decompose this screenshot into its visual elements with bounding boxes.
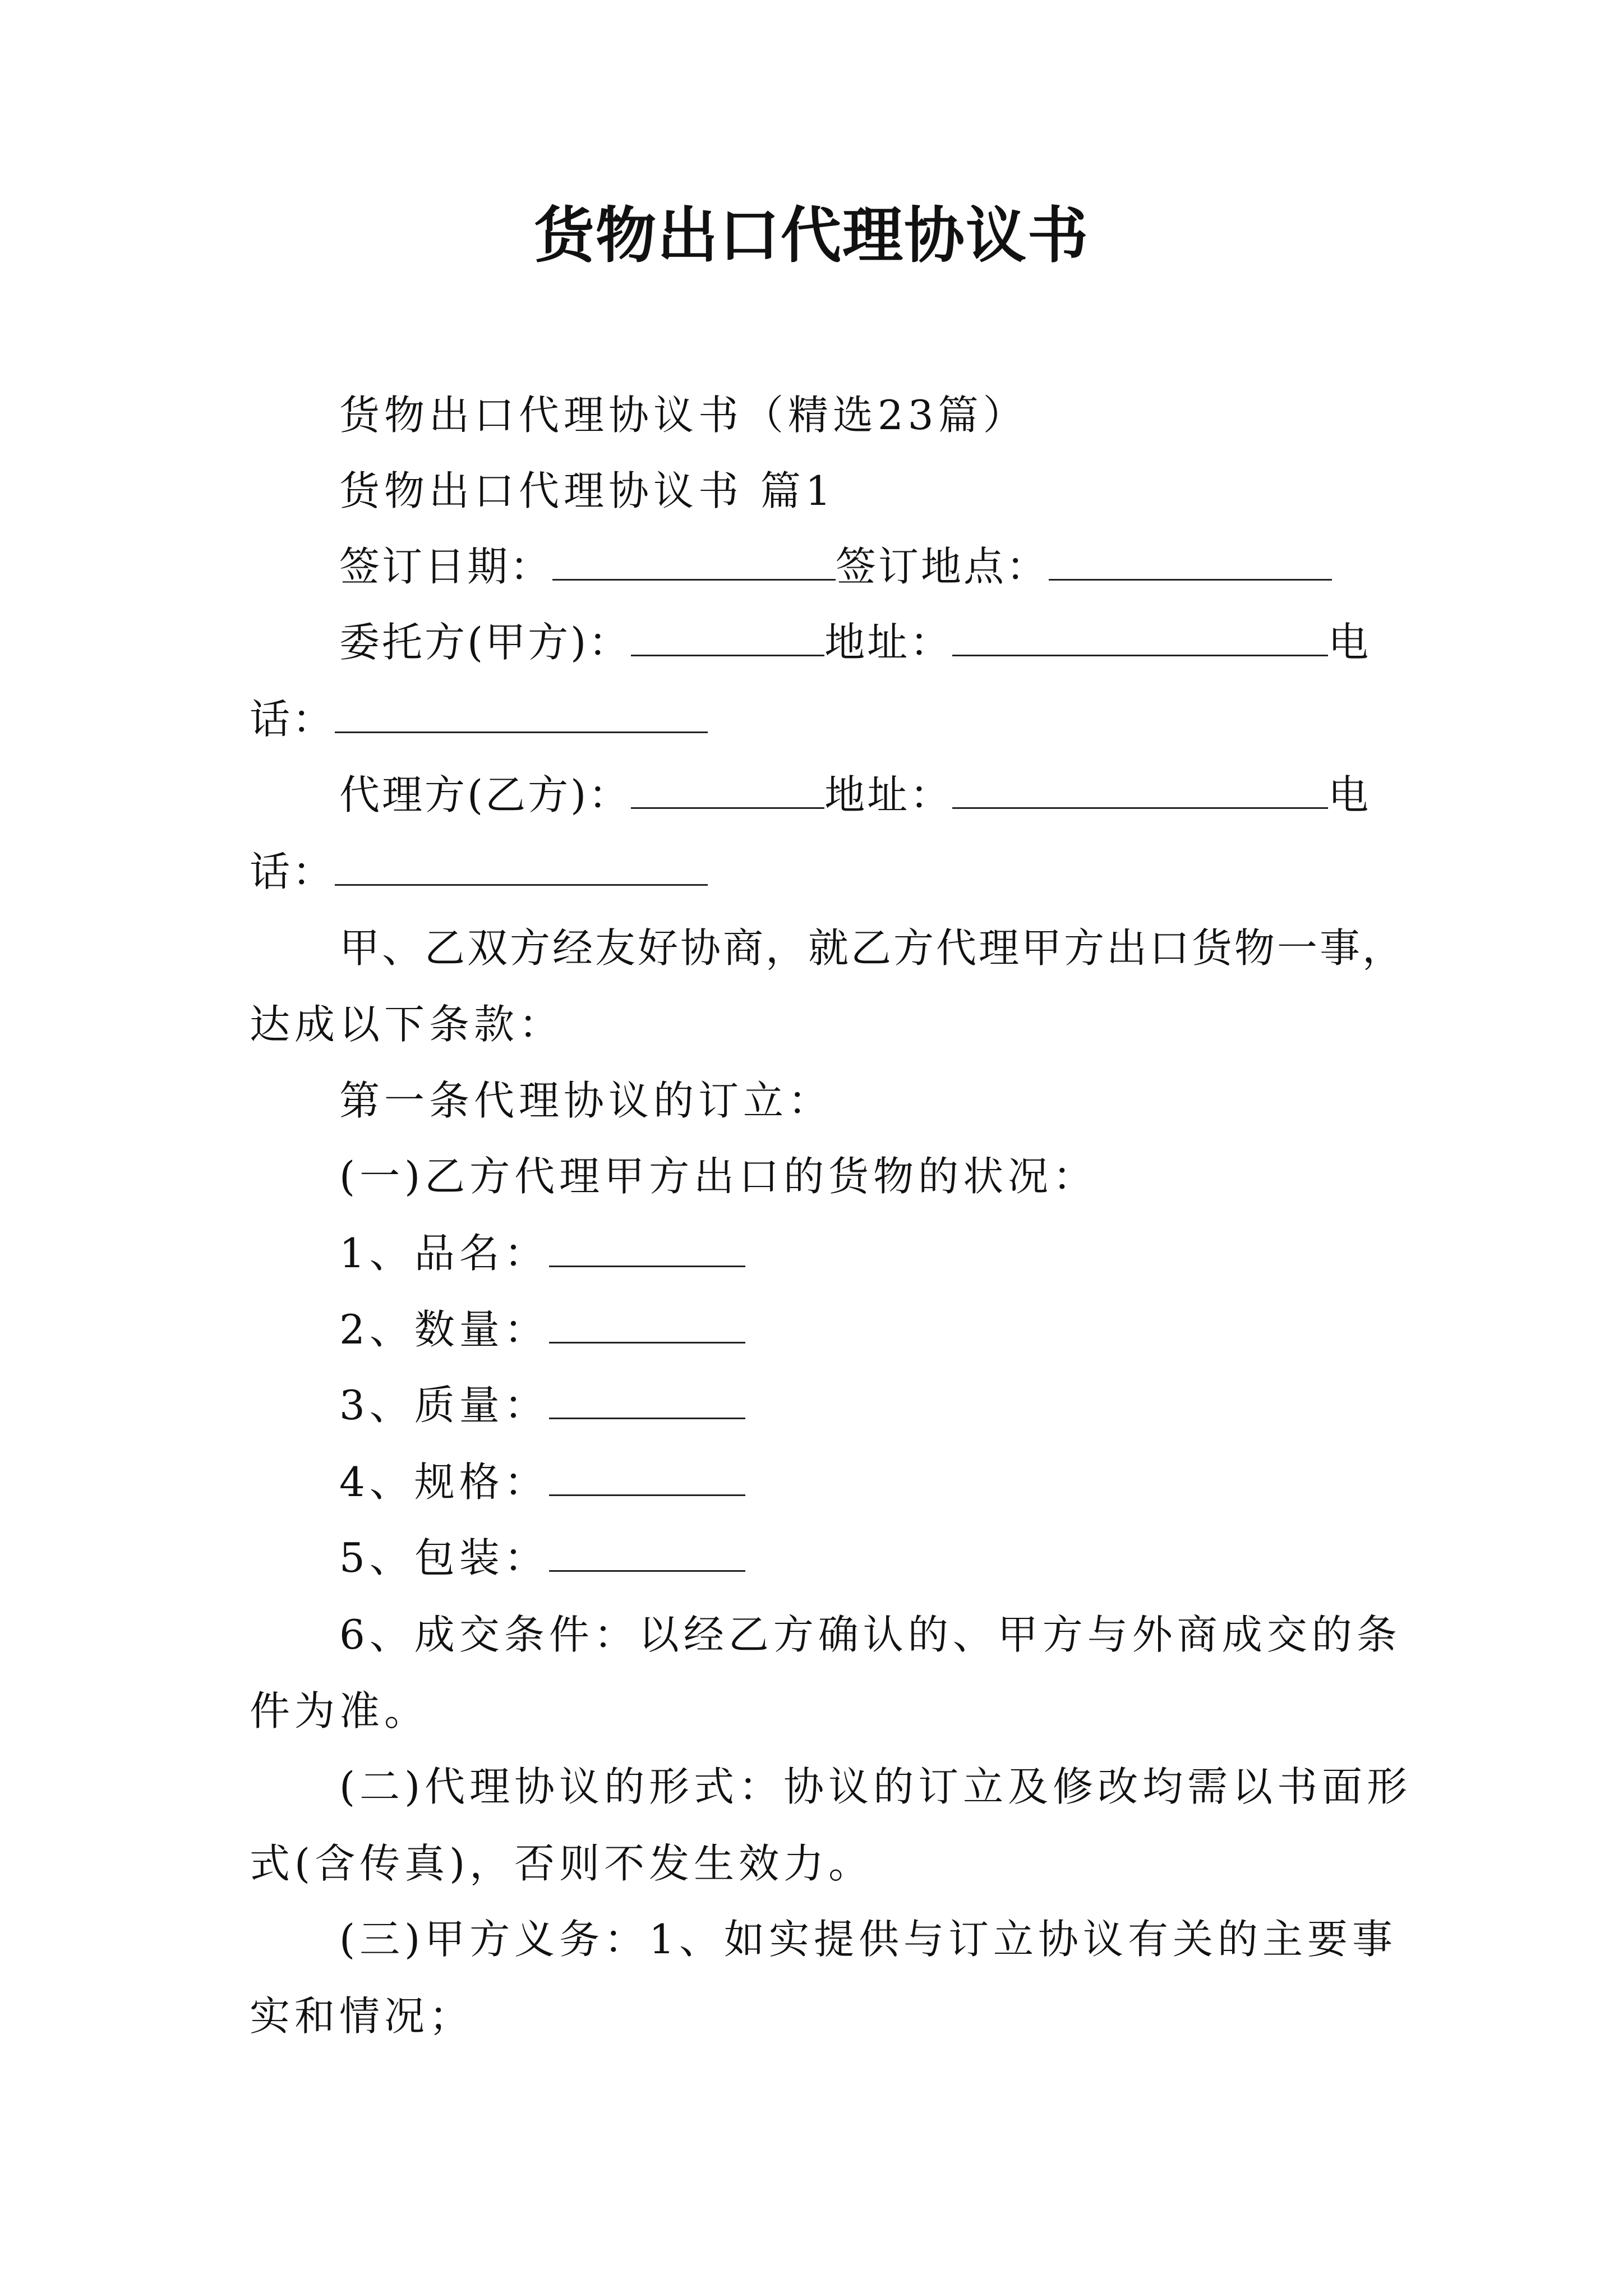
article-1: 第一条代理协议的订立： xyxy=(339,1077,833,1124)
item-quality xyxy=(250,1377,1382,1433)
client-tel-field[interactable] xyxy=(335,692,708,733)
sign-place-label: 签订地点： xyxy=(836,543,1049,590)
document-subtitle: 货物出口代理协议书（精选23篇） xyxy=(339,392,1028,439)
client-addr-field[interactable] xyxy=(952,615,1328,656)
clause-2-line-2: 式(含传真)，否则不发生效力。 xyxy=(250,1840,874,1887)
section-heading: 货物出口代理协议书 篇1 xyxy=(339,467,836,514)
client-line xyxy=(250,614,1382,670)
agent-name-field[interactable] xyxy=(631,768,824,809)
specification-field[interactable] xyxy=(549,1455,745,1496)
clause-3-line-1: (三)甲方义务：1、如实提供与订立协议有关的主要事 xyxy=(339,1916,1397,1963)
sign-date-label: 签订日期： xyxy=(339,543,553,590)
document-title: 货物出口代理协议书 xyxy=(533,200,1089,271)
client-tel-line xyxy=(250,691,1382,747)
sign-info-line xyxy=(250,539,1382,595)
client-name-field[interactable] xyxy=(631,615,824,656)
agent-tel-label-a: 电 xyxy=(1328,771,1371,818)
client-label: 委托方(甲方)： xyxy=(339,619,631,666)
item-label: 3、质量： xyxy=(339,1382,549,1429)
client-tel-label-b: 话： xyxy=(250,696,335,743)
intro-line-2: 达成以下条款： xyxy=(250,1001,564,1048)
item-product-name xyxy=(250,1225,1382,1281)
client-tel-label-a: 电 xyxy=(1328,619,1371,666)
agent-label: 代理方(乙方)： xyxy=(339,771,631,818)
agent-tel-label-b: 话： xyxy=(250,848,335,895)
sign-date-field[interactable] xyxy=(552,540,836,581)
quantity-field[interactable] xyxy=(549,1303,745,1343)
intro-line-1: 甲、乙双方经友好协商，就乙方代理甲方出口货物一事， xyxy=(339,924,1405,972)
item-6-line-2: 件为准。 xyxy=(250,1687,430,1734)
item-label: 5、包装： xyxy=(339,1534,549,1581)
item-6-line-1: 6、成交条件：以经乙方确认的、甲方与外商成交的条 xyxy=(339,1611,1401,1658)
quality-field[interactable] xyxy=(549,1378,745,1419)
agent-addr-label: 地址： xyxy=(824,771,953,818)
client-addr-label: 地址： xyxy=(824,619,953,666)
item-label: 4、规格： xyxy=(339,1458,549,1506)
agent-addr-field[interactable] xyxy=(952,768,1328,809)
agent-tel-line xyxy=(250,844,1382,900)
sign-place-field[interactable] xyxy=(1049,540,1332,581)
item-label: 1、品名： xyxy=(339,1230,549,1277)
agent-tel-field[interactable] xyxy=(335,845,708,886)
packaging-field[interactable] xyxy=(549,1531,745,1572)
item-packaging xyxy=(250,1530,1382,1586)
clause-3-line-2: 实和情况； xyxy=(250,1993,474,2040)
agent-line xyxy=(250,767,1382,823)
item-quantity xyxy=(250,1301,1382,1358)
clause-1-heading: (一)乙方代理甲方出口的货物的状况： xyxy=(339,1153,1098,1200)
product-name-field[interactable] xyxy=(549,1226,745,1267)
clause-2-line-1: (二)代理协议的形式：协议的订立及修改均需以书面形 xyxy=(339,1763,1412,1810)
item-label: 2、数量： xyxy=(339,1306,549,1353)
item-specification xyxy=(250,1454,1382,1510)
